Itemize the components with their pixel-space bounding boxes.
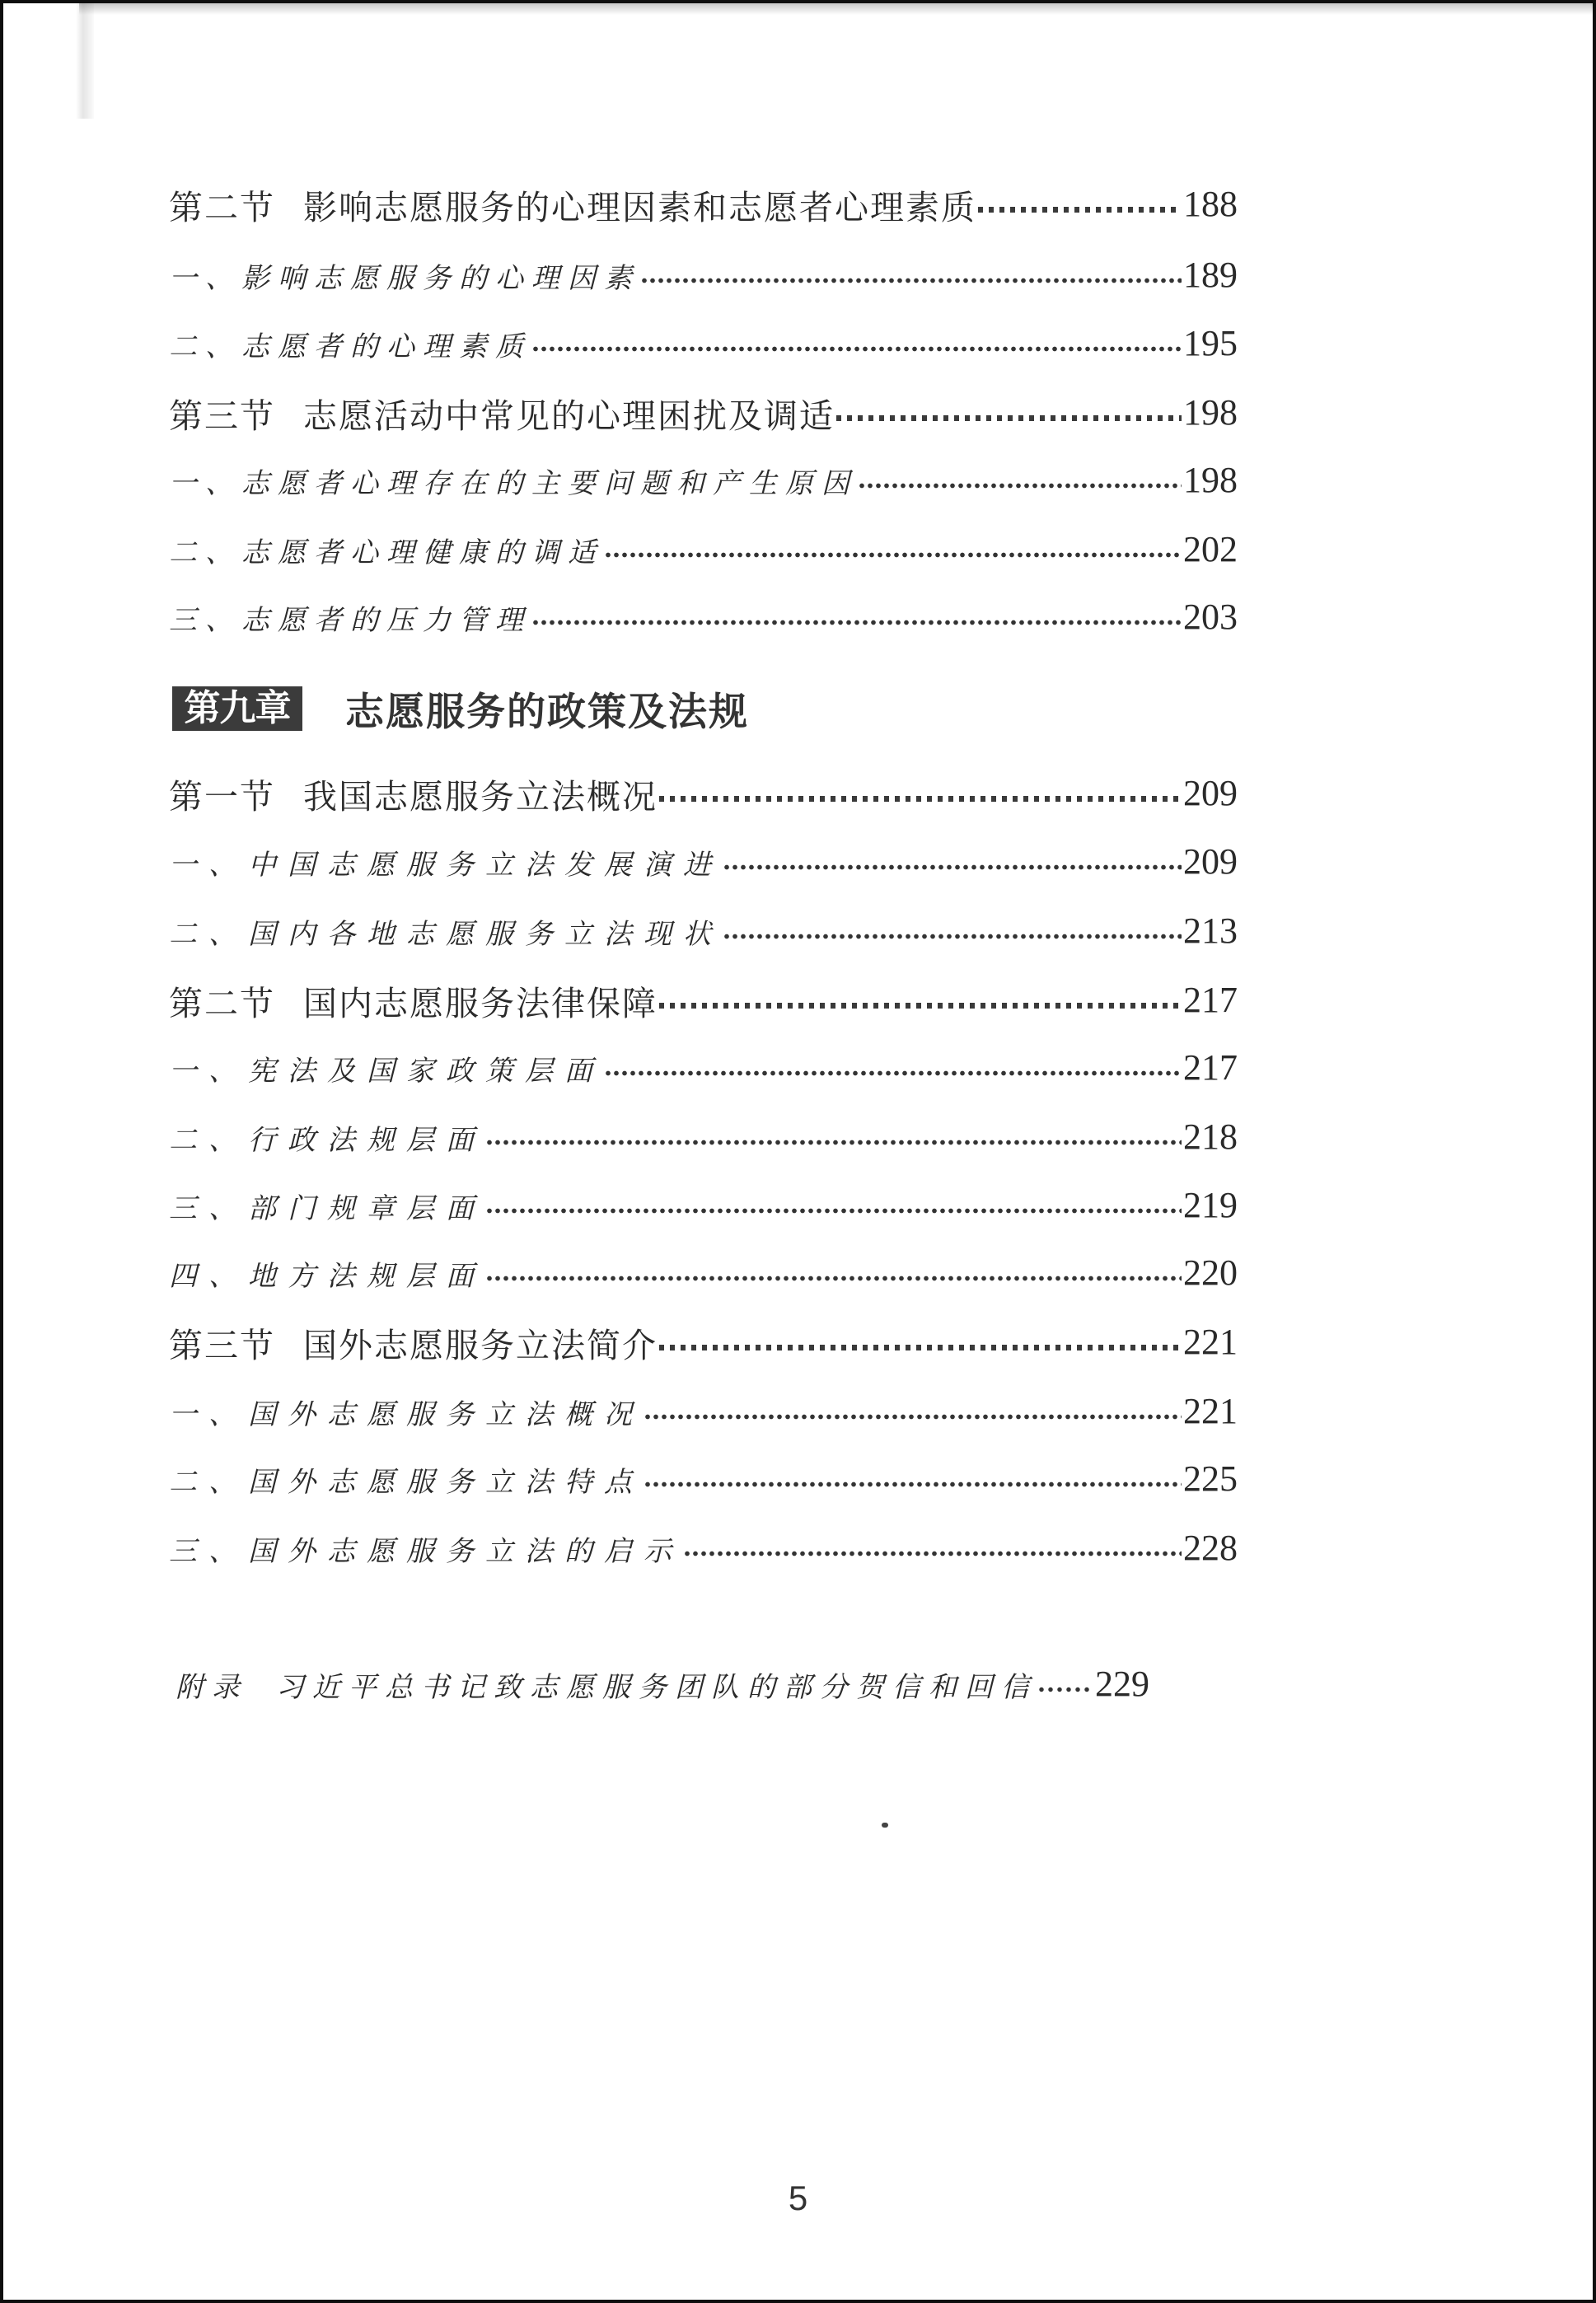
section-label: 第一节 我国志愿服务立法概况: [169, 776, 658, 817]
item-label: 二、国内各地志愿服务立法现状: [169, 917, 723, 951]
page-number: 217: [1183, 1047, 1238, 1088]
toc-item[interactable]: [3, 1181, 1593, 1230]
page-number: 217: [1183, 980, 1238, 1020]
toc-item[interactable]: [3, 1043, 1593, 1093]
page-number: 220: [1183, 1252, 1238, 1293]
dot-leader: [606, 552, 1182, 558]
item-label: 四、地方法规层面: [169, 1259, 485, 1293]
appendix-label: 附录 习近平总书记致志愿服务团队的部分贺信和回信: [176, 1670, 1037, 1704]
toc-item[interactable]: [3, 319, 1593, 368]
scan-shadow-top: [79, 3, 1593, 15]
toc-section-heading[interactable]: [3, 180, 1593, 229]
toc-item[interactable]: [3, 456, 1593, 505]
item-label: 二、行政法规层面: [169, 1123, 485, 1157]
dot-leader: [642, 278, 1182, 283]
page-number: 213: [1183, 910, 1238, 951]
toc-appendix[interactable]: [3, 1659, 1593, 1709]
page-number: 189: [1183, 255, 1238, 295]
page-number: 229: [1095, 1664, 1149, 1704]
chapter-number-badge: 第九章: [172, 686, 302, 731]
footer-page-number: 5: [788, 2179, 808, 2217]
toc-section-heading[interactable]: [3, 1318, 1593, 1367]
dot-leader: [836, 415, 1182, 421]
item-label: 一、影响志愿服务的心理因素: [169, 261, 640, 295]
section-label: 第二节 国内志愿服务法律保障: [169, 983, 658, 1023]
dot-leader: [533, 620, 1182, 625]
page-number: 195: [1183, 323, 1238, 363]
dot-leader: [659, 1003, 1182, 1009]
page-number: 225: [1183, 1458, 1238, 1499]
dot-leader: [487, 1140, 1182, 1145]
toc-item[interactable]: [3, 250, 1593, 300]
toc-item[interactable]: [3, 1524, 1593, 1573]
item-label: 三、国外志愿服务立法的启示: [169, 1534, 683, 1568]
page-number: 228: [1183, 1528, 1238, 1568]
section-label: 第三节 国外志愿服务立法简介: [169, 1325, 658, 1365]
toc-item[interactable]: [3, 1248, 1593, 1298]
page-number: 221: [1183, 1391, 1238, 1431]
toc-item[interactable]: [3, 525, 1593, 574]
dot-leader: [487, 1208, 1182, 1214]
page-number: 203: [1183, 597, 1238, 637]
dot-leader: [645, 1482, 1182, 1487]
item-label: 三、部门规章层面: [169, 1191, 485, 1225]
item-label: 一、宪法及国家政策层面: [169, 1054, 604, 1088]
page-number: 198: [1183, 460, 1238, 500]
page-number: 198: [1183, 392, 1238, 433]
page-number: 219: [1183, 1185, 1238, 1225]
dot-leader: [533, 346, 1182, 352]
toc-item[interactable]: [3, 1454, 1593, 1504]
dot-leader: [659, 1345, 1182, 1350]
chapter-heading[interactable]: [172, 686, 749, 735]
dot-leader: [606, 1070, 1182, 1076]
item-label: 二、志愿者心理健康的调适: [169, 536, 604, 569]
toc-section-heading[interactable]: [3, 769, 1593, 818]
dot-leader: [859, 483, 1182, 489]
page-number: 209: [1183, 773, 1238, 813]
toc-item[interactable]: [3, 837, 1593, 887]
page-number: 209: [1183, 841, 1238, 882]
page-number: 221: [1183, 1322, 1238, 1362]
document-page: [3, 3, 1593, 2300]
page-number: 188: [1183, 184, 1238, 224]
page-number: 218: [1183, 1116, 1238, 1157]
dot-leader: [645, 1414, 1182, 1420]
dot-leader: [978, 207, 1182, 213]
item-label: 一、中国志愿服务立法发展演进: [169, 848, 723, 882]
chapter-title: 志愿服务的政策及法规: [345, 689, 749, 735]
toc-item[interactable]: [3, 592, 1593, 642]
dot-leader: [724, 864, 1182, 870]
dot-leader: [724, 934, 1182, 939]
scan-speck: [882, 1823, 888, 1828]
scan-shadow-left: [76, 3, 94, 119]
item-label: 二、国外志愿服务立法特点: [169, 1465, 644, 1499]
dot-leader: [487, 1276, 1182, 1281]
item-label: 一、志愿者心理存在的主要问题和产生原因: [169, 466, 858, 500]
toc-item[interactable]: [3, 906, 1593, 956]
item-label: 三、志愿者的压力管理: [169, 603, 531, 637]
toc-item[interactable]: [3, 1387, 1593, 1436]
item-label: 二、志愿者的心理素质: [169, 330, 531, 363]
dot-leader: [1039, 1687, 1093, 1692]
dot-leader: [659, 796, 1182, 802]
toc-item[interactable]: [3, 1112, 1593, 1162]
section-label: 第二节 影响志愿服务的心理因素和志愿者心理素质: [169, 187, 976, 227]
toc-section-heading[interactable]: [3, 388, 1593, 438]
item-label: 一、国外志愿服务立法概况: [169, 1397, 644, 1431]
toc-section-heading[interactable]: [3, 976, 1593, 1025]
section-label: 第三节 志愿活动中常见的心理困扰及调适: [169, 396, 835, 436]
page-number: 202: [1183, 529, 1238, 569]
dot-leader: [685, 1551, 1182, 1556]
